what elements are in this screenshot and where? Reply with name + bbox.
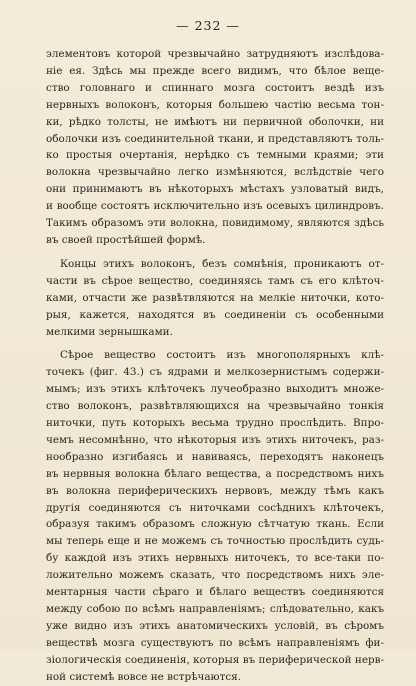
paragraph — [46, 46, 384, 249]
text-line: точекъ (фиг. 43.) съ ядрами и мелкозернистымъ содержи- — [46, 366, 384, 379]
text-line: элементовъ которой чрезвычайно затрудняютъ изслѣдова- — [46, 48, 384, 60]
paragraph-gap — [46, 249, 384, 256]
text-line: Такимъ образомъ эти волокна, повидимому, являются здѣсь — [46, 217, 384, 230]
text-line: ками, отчасти же развѣтвляются на мелкіе ниточки, кото- — [46, 291, 384, 304]
text-line: другія соединяются съ ниточками сосѣднихъ клѣточекъ, — [46, 501, 384, 514]
text-line: ки, рѣдко толсты, не имѣютъ ни первичной оболочки, ни — [46, 115, 384, 128]
text-line: въ своей простѣйшей формѣ. — [46, 233, 206, 246]
text-line: нообразно изгибаясь и навиваясь, переходятъ наконецъ — [46, 450, 384, 463]
paragraph — [46, 347, 384, 685]
text-line: зіологическія соединенія, которыя въ периферической нерв- — [46, 653, 384, 666]
text-line: между собою по всѣмъ направленіямъ; слѣдовательно, какъ — [46, 603, 384, 615]
text-line: ментарныя части сѣраго и бѣлаго веществъ соединяются — [46, 586, 384, 599]
text-line: образуя такимъ образомъ сложную сѣтчатую ткань. Если — [46, 518, 384, 531]
body-text — [46, 46, 384, 686]
text-line: ство волоконъ, развѣтвляющихся на чрезвычайно тонкія — [46, 400, 384, 413]
paragraph-gap — [46, 340, 384, 347]
text-line: нервныхъ волоконъ, которыя большею частію весьма тон- — [46, 98, 384, 111]
text-line: въ волокна периферическихъ нервовъ, между тѣмъ какъ — [46, 484, 384, 497]
text-line: части въ сѣрое вещество, соединяясь тамъ съ его клѣточ- — [46, 274, 384, 287]
text-line: оболочки изъ соединительной ткани, и представляютъ толь- — [46, 132, 384, 145]
text-line: они принимаютъ въ нѣкоторыхъ мѣстахъ узловатый видъ, — [46, 183, 384, 196]
text-line: и вообще состоятъ исключительно изъ осевыхъ цилиндровъ. — [46, 200, 384, 213]
text-line: уже видно изъ этихъ анатомическихъ условій, въ сѣромъ — [46, 619, 384, 632]
text-line: мелкими зернышками. — [46, 325, 173, 338]
text-line: рыя, кажется, находятся въ соединеніи съ особенными — [46, 308, 384, 321]
text-line: въ нервныя волокна бѣлаго вещества, а посредствомъ нихъ — [46, 467, 384, 480]
text-line: чемъ несомнѣнно, что нѣкоторыя изъ этихъ ниточекъ, раз- — [46, 433, 384, 446]
text-line: ниточки, путь которыхъ весьма трудно прослѣдить. Впро- — [46, 417, 384, 430]
text-line: волокна чрезвычайно легко измѣняются, вслѣдствіе чего — [46, 166, 384, 179]
paragraph — [46, 256, 384, 341]
text-line: веществѣ мозга существуютъ по всѣмъ направленіямъ фи- — [46, 636, 384, 649]
text-line: бу каждой изъ этихъ нервныхъ ниточекъ, то все-таки по- — [46, 552, 384, 565]
text-line: мымъ; изъ этихъ клѣточекъ лучеобразно выходитъ множе- — [46, 383, 384, 396]
text-line: ство головнаго и спиннаго мозга состоитъ вездѣ изъ — [46, 81, 384, 94]
text-line: мы теперь еще и не можемъ съ точностью прослѣдить судь- — [46, 535, 384, 548]
text-line: ко простыя очертанія, нерѣдко съ темными краями; эти — [46, 149, 384, 162]
text-line: ложительно можемъ сказать, что посредствомъ нихъ эле- — [46, 569, 384, 582]
text-line: Концы этихъ волоконъ, безъ сомнѣнія, проникаютъ от- — [60, 257, 384, 270]
page-number: — 232 — — [176, 18, 240, 33]
text-line: ніе ея. Здѣсь мы прежде всего видимъ, что бѣлое веще- — [46, 64, 384, 77]
text-line: Сѣрое вещество состоитъ изъ многополярныхъ клѣ- — [60, 349, 384, 362]
text-line: ной системѣ вовсе не встрѣчаются. — [46, 670, 241, 683]
